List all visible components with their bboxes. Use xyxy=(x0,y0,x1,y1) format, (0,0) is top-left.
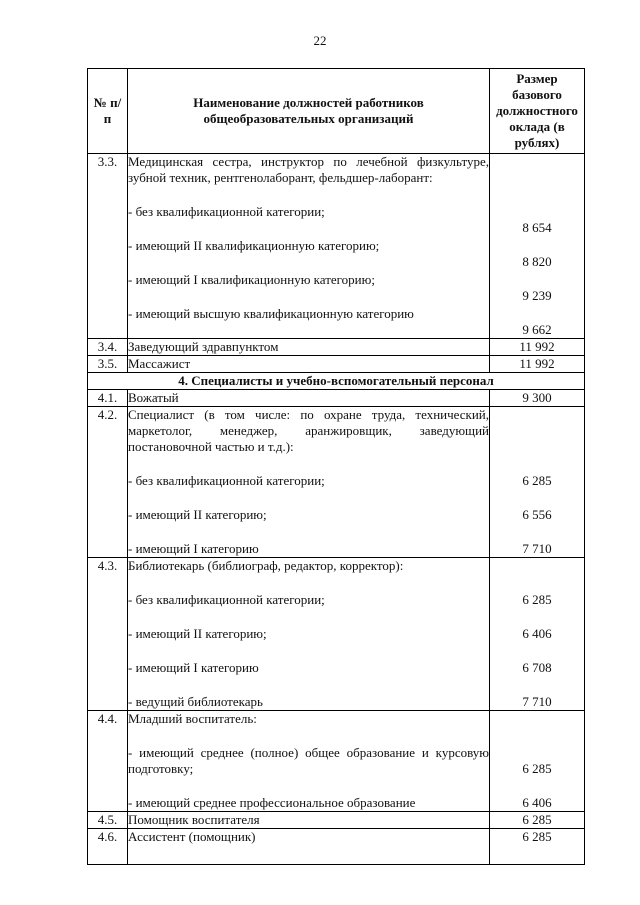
row-description xyxy=(128,711,490,812)
row-number: 3.3. xyxy=(88,154,128,339)
row-item-label: - имеющий высшую квалификационную категорию xyxy=(128,306,414,321)
header-salary: Размер базового должностного оклада (в рублях) xyxy=(490,69,585,154)
row-value: 9 300 xyxy=(490,390,585,407)
row-item-label: - имеющий II категорию; xyxy=(128,626,267,641)
row-item-value: 6 406 xyxy=(522,626,552,641)
row-item-label: - имеющий I категорию xyxy=(128,660,259,675)
row-values xyxy=(490,407,585,558)
row-item-value: 6 285 xyxy=(522,473,552,488)
row-title: Заведующий здравпунктом xyxy=(128,339,490,356)
row-item-value: 6 556 xyxy=(522,507,552,522)
row-item-label: - имеющий среднее (полное) общее образование и курсовую подготовку; xyxy=(128,745,489,776)
row-item-value: 7 710 xyxy=(522,541,552,556)
table-row xyxy=(88,812,585,829)
row-item-label: - имеющий среднее профессиональное образование xyxy=(128,795,416,810)
row-description xyxy=(128,558,490,711)
row-item-value: 6 285 xyxy=(522,761,552,776)
row-item-label: - имеющий II квалификационную категорию; xyxy=(128,238,380,253)
row-item-value: 6 285 xyxy=(522,592,552,607)
row-title: Ассистент (помощник) xyxy=(128,829,490,865)
row-value: 6 285 xyxy=(490,812,585,829)
row-item-label: - ведущий библиотекарь xyxy=(128,694,263,709)
row-title: Специалист (в том числе: по охране труда, технический, маркетолог, менеджер, аранжировщик, заведующий постановочной частью и т.д.): xyxy=(128,407,489,454)
page-number: 22 xyxy=(313,33,327,48)
row-title: Медицинская сестра, инструктор по лечебной физкультуре, зубной техник, рентгенолаборант, фельдшер-лаборант: xyxy=(128,154,489,185)
row-number: 4.6. xyxy=(88,829,128,865)
table-row xyxy=(88,711,585,812)
row-values xyxy=(490,558,585,711)
row-title: Младший воспитатель: xyxy=(128,711,257,726)
table-row xyxy=(88,356,585,373)
row-description xyxy=(128,407,490,558)
row-item-label: - без квалификационной категории; xyxy=(128,473,325,488)
section-row xyxy=(88,373,585,390)
header-number: № п/п xyxy=(88,69,128,154)
row-title: Массажист xyxy=(128,356,490,373)
row-number: 4.4. xyxy=(88,711,128,812)
table-row xyxy=(88,390,585,407)
row-number: 4.2. xyxy=(88,407,128,558)
row-item-value: 8 654 xyxy=(522,220,552,235)
table-row xyxy=(88,407,585,558)
row-values xyxy=(490,154,585,339)
row-item-value: 8 820 xyxy=(522,254,552,269)
row-item-label: - имеющий I квалификационную категорию; xyxy=(128,272,375,287)
row-value: 11 992 xyxy=(490,356,585,373)
row-value: 11 992 xyxy=(490,339,585,356)
table-row xyxy=(88,558,585,711)
salary-table xyxy=(87,68,585,865)
row-item-label: - имеющий I категорию xyxy=(128,541,259,556)
row-item-value: 9 662 xyxy=(522,322,552,337)
row-value: 6 285 xyxy=(490,829,585,865)
row-number: 3.4. xyxy=(88,339,128,356)
row-item-value: 6 406 xyxy=(522,795,552,810)
row-number: 3.5. xyxy=(88,356,128,373)
row-title: Помощник воспитателя xyxy=(128,812,490,829)
row-item-value: 7 710 xyxy=(522,694,552,709)
table-row xyxy=(88,154,585,339)
table-header-row xyxy=(88,69,585,154)
row-number: 4.5. xyxy=(88,812,128,829)
row-number: 4.1. xyxy=(88,390,128,407)
row-title: Вожатый xyxy=(128,390,490,407)
row-title: Библиотекарь (библиограф, редактор, корректор): xyxy=(128,558,404,573)
row-item-label: - имеющий II категорию; xyxy=(128,507,267,522)
row-item-value: 9 239 xyxy=(522,288,552,303)
row-values xyxy=(490,711,585,812)
row-item-label: - без квалификационной категории; xyxy=(128,592,325,607)
table-row xyxy=(88,339,585,356)
section-title: 4. Специалисты и учебно-вспомогательный персонал xyxy=(88,373,585,390)
table-row xyxy=(88,829,585,865)
row-number: 4.3. xyxy=(88,558,128,711)
row-item-label: - без квалификационной категории; xyxy=(128,204,325,219)
row-item-value: 6 708 xyxy=(522,660,552,675)
row-description xyxy=(128,154,490,339)
header-position-name: Наименование должностей работников общеобразовательных организаций xyxy=(128,69,490,154)
